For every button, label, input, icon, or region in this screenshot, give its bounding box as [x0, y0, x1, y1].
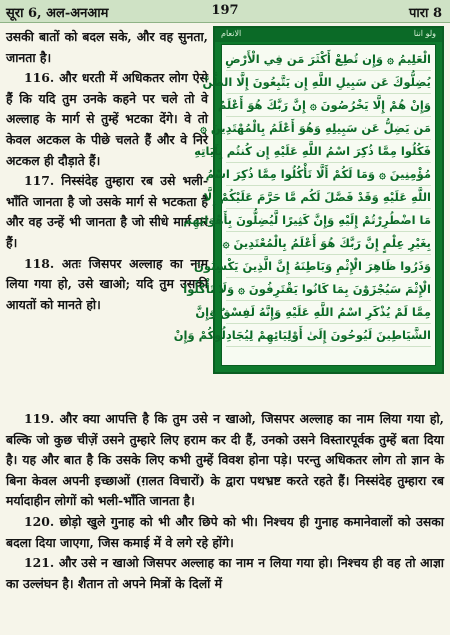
panel-surah-label: الانعام	[221, 29, 242, 38]
arabic-line: الْإِثْمَ سَيُجْزَوْنَ بِمَا كَانُوا يَقْتَرِفُونَ ۞ وَلَا تَأْكُلُوا	[226, 279, 431, 301]
page-number: 197	[211, 3, 239, 18]
verse-116: 116. और धरती में अधिकतर लोग ऐसे हैं कि यदि तुम उनके कहने पर चले तो वे अल्लाह के मार्ग से तुम्हें भटका देंगे। वे तो केवल अटकल के पीछे चलते हैं और वे निरे अटकल ही दौड़ाते हैं।	[6, 70, 208, 168]
chapter-title: सूरा 6, अल-अनआम	[6, 6, 109, 21]
arabic-line: فَكُلُوا مِمَّا ذُكِرَ اسْمُ اللَّهِ عَلَيْهِ إِن كُنتُم بِآيَاتِهِ	[226, 141, 431, 163]
verse-117: 117. निस्संदेह तुम्हारा रब उसे भली-भाँति जानता है जो उसके मार्ग से भटकता है और वह उन्हें भी जानता है जो सीधे मार्ग पर हैं।	[6, 173, 208, 250]
arabic-line: وَإِنْ هُمْ إِلَّا يَخْرُصُونَ ۞ إِنَّ رَبَّكَ هُوَ أَعْلَمُ	[226, 95, 431, 117]
arabic-line: يُضِلُّوكَ عَن سَبِيلِ اللَّهِ إِن يَتَّبِعُونَ إِلَّا الظَّنَّ	[226, 72, 431, 94]
arabic-line: اللَّهِ عَلَيْهِ وَقَدْ فَصَّلَ لَكُم مَّا حَرَّمَ عَلَيْكُمْ إِلَّا	[226, 187, 431, 209]
verse-120: 120. छोड़ो खुले गुनाह को भी और छिपे को भी। निश्चय ही गुनाह कमानेवालों को उसका बदला दिया जाएगा, जिस कमाई में वे लगे रहे होंगे।	[6, 513, 444, 550]
arabic-text-body	[173, 44, 436, 366]
arabic-text-panel	[173, 26, 444, 374]
full-width-text	[6, 409, 444, 594]
panel-juz-label: ولو اننا	[413, 29, 436, 38]
arabic-line: مَن يَضِلُّ عَن سَبِيلِهِ وَهُوَ أَعْلَمُ بِالْمُهْتَدِينَ ۞	[226, 118, 431, 140]
page-header	[0, 0, 450, 23]
arabic-line: بِغَيْرِ عِلْمٍ إِنَّ رَبَّكَ هُوَ أَعْلَمُ بِالْمُعْتَدِينَ ۞	[226, 233, 431, 255]
arabic-line: مُؤْمِنِينَ ۞ وَمَا لَكُمْ أَلَّا تَأْكُلُوا مِمَّا ذُكِرَ اسْمُ	[226, 164, 431, 186]
arabic-line: مِمَّا لَمْ يُذْكَرِ اسْمُ اللَّهِ عَلَيْهِ وَإِنَّهُ لَفِسْقٌ وَإِنَّ	[226, 302, 431, 324]
arabic-line: مَا اضْطُرِرْتُمْ إِلَيْهِ وَإِنَّ كَثِيرًا لَّيُضِلُّونَ بِأَهْوَائِهِم	[226, 210, 431, 232]
arabic-line: الشَّيَاطِينَ لَيُوحُونَ إِلَىٰ أَوْلِيَائِهِمْ لِيُجَادِلُوكُمْ وَإِنْ	[226, 325, 431, 347]
arabic-line: وَذَرُوا ظَاهِرَ الْإِثْمِ وَبَاطِنَهُ إِنَّ الَّذِينَ يَكْسِبُونَ	[226, 256, 431, 278]
part-label: पारा 8	[408, 6, 442, 21]
paragraph-continuation: उसकी बातों को बदल सके, और वह सुनता, जानता है।	[6, 29, 208, 65]
verse-119: 119. और क्या आपत्ति है कि तुम उसे न खाओ, जिसपर अल्लाह का नाम लिया गया हो, बल्कि जो कुछ चीज़ें उसने तुम्हारे लिए हराम कर दी हैं, उनको उसने विस्तारपूर्वक तुम्हें बता दिया है। यह और बात है कि उसके लिए कभी तुम्हें विवश होना पड़े। परन्तु अधिकतर लोग तो ज्ञान के बिना केवल अपनी इच्छाओं (ग़लत विचारों) के द्वारा पथभ्रष्ट करते रहते हैं। निस्संदेह तुम्हारा रब मर्यादाहीन लोगों को भली-भाँति जानता है।	[6, 411, 444, 509]
verse-121: 121. और उसे न खाओ जिसपर अल्लाह का नाम न लिया गया हो। निश्चय ही वह तो आज्ञा का उल्लंघन है। शैतान तो अपने मित्रों के दिलों में	[6, 555, 444, 591]
verse-118: 118. अतः जिसपर अल्लाह का नाम लिया गया हो, उसे खाओ; यदि तुम उसकी आयतों को मानते हो।	[6, 255, 208, 312]
left-column-text	[6, 27, 208, 315]
panel-header	[215, 28, 442, 42]
arabic-line: الْعَلِيمُ ۞ وَإِن تُطِعْ أَكْثَرَ مَن فِي الْأَرْضِ	[226, 49, 431, 71]
